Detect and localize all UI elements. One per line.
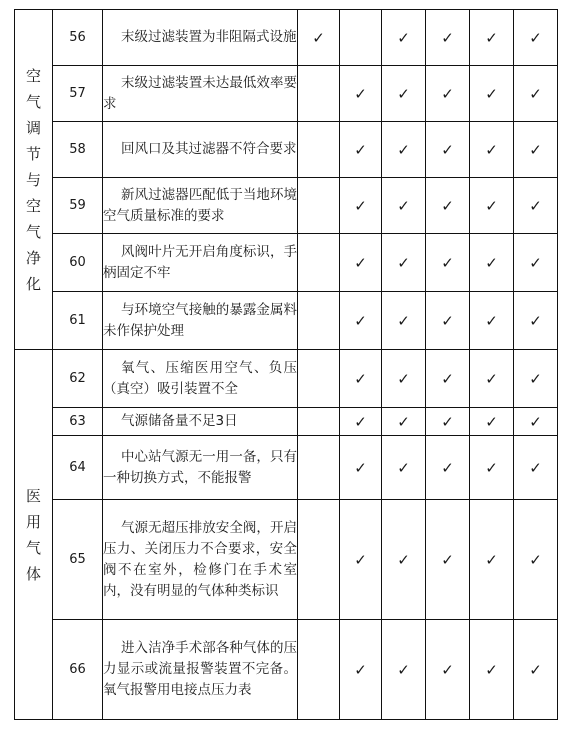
checkmark-icon: ✓ — [354, 253, 367, 272]
checkmark-icon: ✓ — [485, 140, 498, 159]
check-cell — [426, 234, 470, 292]
check-cell — [514, 350, 558, 408]
check-cell — [514, 620, 558, 720]
check-cell — [298, 620, 340, 720]
check-cell — [470, 178, 514, 234]
item-description-cell — [103, 408, 298, 436]
table-row — [15, 350, 558, 408]
item-number: 66 — [53, 620, 103, 720]
check-cell — [382, 436, 426, 500]
check-cell — [340, 234, 382, 292]
checkmark-icon: ✓ — [354, 550, 367, 569]
checkmark-icon: ✓ — [485, 369, 498, 388]
item-description-cell — [103, 10, 298, 66]
check-cell — [340, 10, 382, 66]
table-row — [15, 292, 558, 350]
item-description: 新风过滤器匹配低于当地环境空气质量标准的要求 — [103, 186, 297, 224]
check-cell — [382, 66, 426, 122]
check-cell — [470, 234, 514, 292]
item-number: 62 — [53, 350, 103, 408]
check-cell — [470, 292, 514, 350]
check-cell — [340, 408, 382, 436]
checkmark-icon: ✓ — [354, 140, 367, 159]
category-cell — [15, 350, 53, 720]
checkmark-icon: ✓ — [529, 84, 542, 103]
item-number: 57 — [53, 66, 103, 122]
checkmark-icon: ✓ — [529, 196, 542, 215]
item-number: 63 — [53, 408, 103, 436]
check-cell — [426, 66, 470, 122]
checkmark-icon: ✓ — [485, 196, 498, 215]
check-cell — [426, 436, 470, 500]
check-cell — [382, 122, 426, 178]
checkmark-icon: ✓ — [485, 550, 498, 569]
check-cell — [426, 500, 470, 620]
checkmark-icon: ✓ — [441, 660, 454, 679]
check-cell — [298, 10, 340, 66]
check-cell — [470, 436, 514, 500]
check-cell — [298, 408, 340, 436]
table-row — [15, 620, 558, 720]
checkmark-icon: ✓ — [441, 369, 454, 388]
item-description-cell — [103, 350, 298, 408]
check-cell — [298, 292, 340, 350]
check-cell — [382, 350, 426, 408]
checkmark-icon: ✓ — [441, 458, 454, 477]
table-row — [15, 500, 558, 620]
check-cell — [514, 10, 558, 66]
check-cell — [340, 500, 382, 620]
check-cell — [382, 408, 426, 436]
checkmark-icon: ✓ — [354, 660, 367, 679]
item-description-cell — [103, 178, 298, 234]
check-cell — [426, 350, 470, 408]
checkmark-icon: ✓ — [397, 660, 410, 679]
checkmark-icon: ✓ — [397, 84, 410, 103]
check-cell — [298, 234, 340, 292]
checkmark-icon: ✓ — [441, 311, 454, 330]
item-description: 回风口及其过滤器不符合要求 — [121, 141, 297, 157]
check-cell — [470, 620, 514, 720]
check-cell — [514, 122, 558, 178]
check-cell — [298, 66, 340, 122]
check-cell — [298, 500, 340, 620]
checkmark-icon: ✓ — [397, 369, 410, 388]
checkmark-icon: ✓ — [485, 458, 498, 477]
check-cell — [514, 234, 558, 292]
check-cell — [382, 500, 426, 620]
check-cell — [298, 350, 340, 408]
item-description: 末级过滤装置未达最低效率要求 — [103, 74, 297, 112]
checkmark-icon: ✓ — [397, 196, 410, 215]
check-cell — [382, 10, 426, 66]
check-cell — [470, 122, 514, 178]
item-number: 61 — [53, 292, 103, 350]
check-cell — [298, 122, 340, 178]
checkmark-icon: ✓ — [529, 311, 542, 330]
checkmark-icon: ✓ — [529, 253, 542, 272]
item-description: 与环境空气接触的暴露金属料未作保护处理 — [103, 301, 297, 339]
check-cell — [382, 292, 426, 350]
check-cell — [298, 436, 340, 500]
checkmark-icon: ✓ — [529, 140, 542, 159]
item-number: 65 — [53, 500, 103, 620]
checkmark-icon: ✓ — [354, 412, 367, 431]
item-number: 58 — [53, 122, 103, 178]
table-row — [15, 436, 558, 500]
check-cell — [426, 178, 470, 234]
checkmark-icon: ✓ — [441, 196, 454, 215]
item-description: 风阀叶片无开启角度标识，手柄固定不牢 — [103, 243, 297, 281]
check-cell — [340, 620, 382, 720]
item-description-cell — [103, 234, 298, 292]
item-description-cell — [103, 66, 298, 122]
table-row — [15, 234, 558, 292]
checkmark-icon: ✓ — [312, 28, 325, 47]
checkmark-icon: ✓ — [441, 84, 454, 103]
table-row — [15, 178, 558, 234]
item-description: 气源无超压排放安全阀，开启压力、关闭压力不合要求，安全阀不在室外，检修门在手术室内，没有明显的气体种类标识 — [103, 519, 297, 599]
checkmark-icon: ✓ — [441, 412, 454, 431]
check-cell — [298, 178, 340, 234]
item-description: 末级过滤装置为非阻隔式设施 — [121, 29, 297, 45]
checkmark-icon: ✓ — [529, 369, 542, 388]
check-cell — [340, 66, 382, 122]
check-cell — [470, 10, 514, 66]
category-label: 空气调节与空气净化 — [25, 66, 41, 293]
check-cell — [470, 350, 514, 408]
checkmark-icon: ✓ — [485, 311, 498, 330]
table-body — [15, 10, 558, 720]
check-cell — [340, 122, 382, 178]
check-cell — [426, 10, 470, 66]
check-cell — [382, 234, 426, 292]
check-cell — [514, 408, 558, 436]
check-cell — [514, 292, 558, 350]
check-cell — [340, 178, 382, 234]
item-description-cell — [103, 620, 298, 720]
check-cell — [426, 292, 470, 350]
item-number: 64 — [53, 436, 103, 500]
checkmark-icon: ✓ — [354, 196, 367, 215]
item-description: 氧气、压缩医用空气、负压（真空）吸引装置不全 — [103, 359, 297, 397]
checkmark-icon: ✓ — [485, 660, 498, 679]
check-cell — [426, 620, 470, 720]
checkmark-icon: ✓ — [529, 550, 542, 569]
check-cell — [470, 66, 514, 122]
checkmark-icon: ✓ — [354, 458, 367, 477]
checkmark-icon: ✓ — [354, 84, 367, 103]
checkmark-icon: ✓ — [529, 28, 542, 47]
item-number: 59 — [53, 178, 103, 234]
checkmark-icon: ✓ — [397, 311, 410, 330]
checkmark-icon: ✓ — [441, 28, 454, 47]
table-row — [15, 66, 558, 122]
checkmark-icon: ✓ — [485, 84, 498, 103]
checkmark-icon: ✓ — [485, 28, 498, 47]
checkmark-icon: ✓ — [441, 253, 454, 272]
check-cell — [514, 436, 558, 500]
category-cell — [15, 10, 53, 350]
check-cell — [470, 408, 514, 436]
checkmark-icon: ✓ — [397, 253, 410, 272]
item-description: 中心站气源无一用一备，只有一种切换方式，不能报警 — [103, 448, 297, 486]
table-row — [15, 122, 558, 178]
item-description-cell — [103, 436, 298, 500]
checkmark-icon: ✓ — [397, 550, 410, 569]
checkmark-icon: ✓ — [397, 412, 410, 431]
check-cell — [340, 350, 382, 408]
check-cell — [340, 292, 382, 350]
item-description: 气源储备量不足3日 — [121, 413, 238, 429]
checkmark-icon: ✓ — [354, 311, 367, 330]
checkmark-icon: ✓ — [529, 458, 542, 477]
category-label: 医用气体 — [25, 486, 41, 583]
check-cell — [426, 122, 470, 178]
item-description-cell — [103, 292, 298, 350]
check-cell — [340, 436, 382, 500]
checkmark-icon: ✓ — [354, 369, 367, 388]
check-cell — [382, 620, 426, 720]
check-cell — [514, 178, 558, 234]
item-number: 60 — [53, 234, 103, 292]
inspection-table — [14, 9, 558, 720]
checkmark-icon: ✓ — [397, 28, 410, 47]
item-description-cell — [103, 122, 298, 178]
checkmark-icon: ✓ — [397, 458, 410, 477]
checkmark-icon: ✓ — [485, 412, 498, 431]
check-cell — [382, 178, 426, 234]
item-description-cell — [103, 500, 298, 620]
checkmark-icon: ✓ — [441, 140, 454, 159]
checkmark-icon: ✓ — [529, 412, 542, 431]
check-cell — [514, 66, 558, 122]
item-description: 进入洁净手术部各种气体的压力显示或流量报警装置不完备。氧气报警用电接点压力表 — [103, 640, 297, 698]
item-number: 56 — [53, 10, 103, 66]
checkmark-icon: ✓ — [441, 550, 454, 569]
table-row — [15, 408, 558, 436]
check-cell — [514, 500, 558, 620]
table-row — [15, 10, 558, 66]
checkmark-icon: ✓ — [485, 253, 498, 272]
checkmark-icon: ✓ — [529, 660, 542, 679]
check-cell — [470, 500, 514, 620]
checkmark-icon: ✓ — [397, 140, 410, 159]
check-cell — [426, 408, 470, 436]
